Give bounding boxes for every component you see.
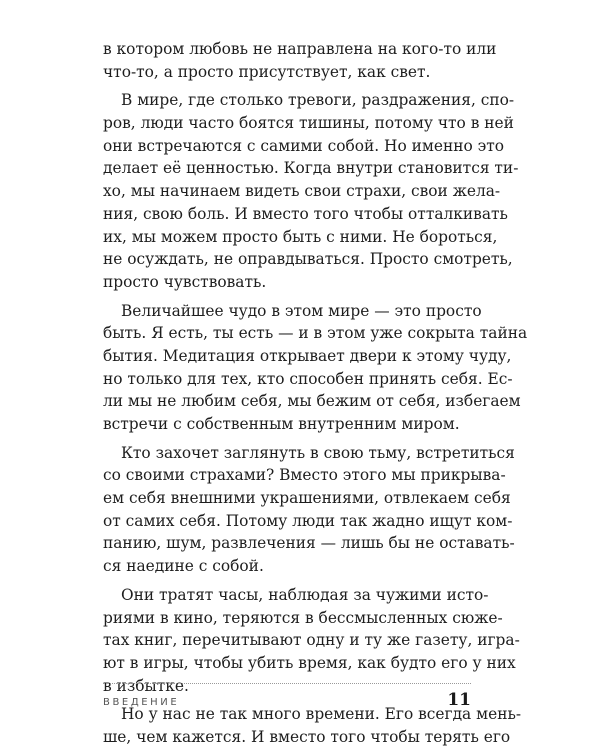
text-line: Кто захочет заглянуть в свою тьму, встретиться (121, 443, 515, 462)
text-line: что-то, а просто присутствует, как свет. (103, 62, 431, 81)
text-line: ров, люди часто боятся тишины, потому что в ней (103, 114, 514, 133)
text-line: в котором любовь не направлена на кого-то или (103, 40, 497, 58)
text-line: Но у нас не так много времени. Его всегда мень- (121, 705, 522, 724)
paragraph (103, 442, 515, 578)
text-line: ния, свою боль. И вместо того чтобы отталкивать (103, 204, 508, 223)
text-line: но только для тех, кто способен принять себя. Ес- (103, 369, 513, 388)
text-line: делает её ценностью. Когда внутри становится ти- (103, 159, 519, 178)
text-line: хо, мы начинаем видеть свои страхи, свои жела- (103, 182, 501, 201)
text-line: не осуждать, не оправдываться. Просто смотреть, (103, 250, 513, 269)
text-line: ше, чем кажется. И вместо того чтобы терять его (103, 727, 511, 746)
text-line: ли мы не любим себя, мы бежим от себя, избегаем (103, 392, 521, 411)
text-line: они встречаются с самими собой. Но именно это (103, 136, 505, 155)
text-line: В мире, где столько тревоги, раздражения, спо- (121, 91, 515, 110)
text-line: тах книг, перечитывают одну и ту же газету, игра- (103, 631, 520, 650)
text-line: ся наедине с собой. (103, 557, 264, 576)
text-line: ют в игры, чтобы убить время, как будто его у них (103, 653, 516, 672)
paragraph (103, 703, 522, 748)
text-line: быть. Я есть, ты есть — и в этом уже сокрыта тайна (103, 324, 528, 343)
text-line: бытия. Медитация открывает двери к этому чуду, (103, 346, 512, 365)
footer-divider (103, 683, 471, 684)
paragraph (103, 584, 520, 697)
running-head: ВВЕДЕНИЕ (103, 697, 180, 708)
paragraph (103, 38, 497, 83)
text-line: просто чувствовать. (103, 272, 267, 291)
text-line: Величайшее чудо в этом мире — это просто (121, 301, 482, 320)
text-line: Они тратят часы, наблюдая за чужими исто- (121, 585, 489, 604)
page-number: 11 (447, 690, 471, 710)
text-line: со своими страхами? Вместо этого мы прикрыва- (103, 466, 506, 485)
paragraph (103, 89, 519, 293)
paragraph (103, 300, 528, 436)
text-line: ем себя внешними украшениями, отвлекаем себя (103, 489, 511, 508)
text-line: панию, шум, развлечения — лишь бы не оставать- (103, 534, 515, 553)
text-line: встречи с собственным внутренним миром. (103, 415, 460, 433)
text-line: риями в кино, теряются в бессмысленных сюже- (103, 608, 503, 627)
text-line: их, мы можем просто быть с ними. Не бороться, (103, 227, 498, 246)
text-line: в избытке. (103, 676, 189, 695)
text-line: от самих себя. Потому люди так жадно ищут ком- (103, 511, 513, 530)
body-text (103, 38, 528, 749)
